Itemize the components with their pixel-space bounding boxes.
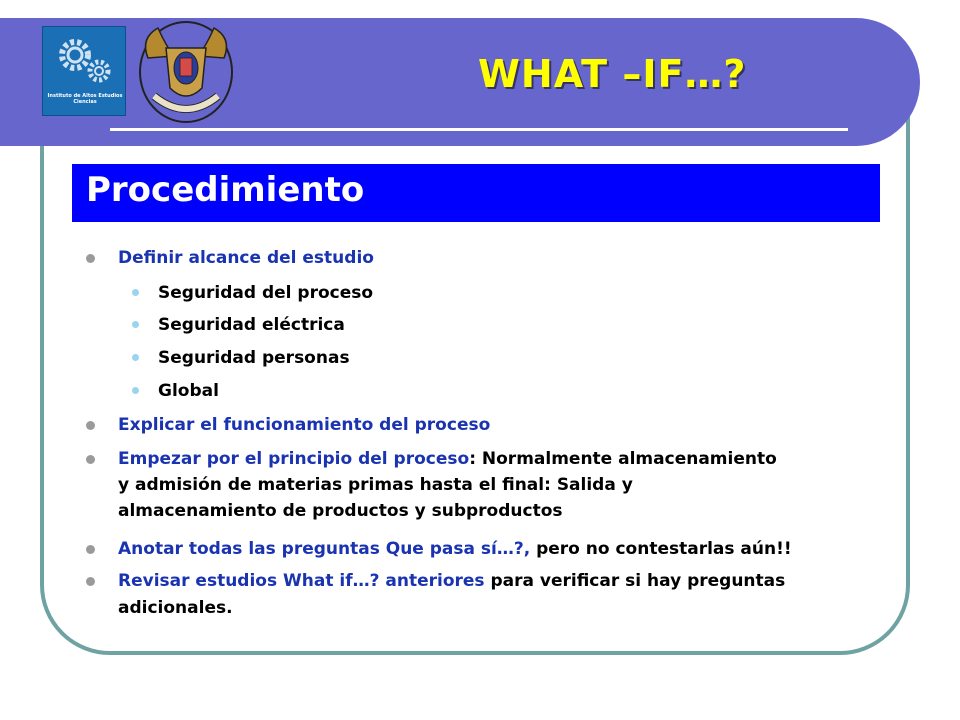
list-item: Explicar el funcionamiento del proceso [118, 415, 491, 435]
bullet-icon [86, 455, 95, 464]
sub-list-item: Seguridad del proceso [158, 283, 374, 303]
university-seal [136, 18, 236, 126]
list-item-emphasis: Empezar por el principio del proceso [118, 449, 470, 469]
gears-icon [53, 33, 117, 91]
sub-list-item: Seguridad personas [158, 348, 350, 368]
institute-logo-text: Instituto de Altos Estudios Ciencias [47, 93, 123, 105]
bullet-icon [86, 577, 95, 586]
slide-title: WHAT –IF…? [478, 52, 747, 96]
list-item: Definir alcance del estudio [118, 248, 374, 268]
sub-list-item: Global [158, 381, 219, 401]
list-item-emphasis: Anotar todas las preguntas Que pasa sí…?, [118, 539, 531, 559]
bullet-icon [86, 254, 95, 263]
list-item-continuation: adicionales. [118, 598, 233, 618]
list-item-multiline [118, 538, 792, 560]
bullet-icon [86, 421, 95, 430]
sub-bullet-icon [132, 354, 139, 361]
list-item-continuation: y admisión de materias primas hasta el final: Salida y [118, 475, 633, 495]
institute-logo [42, 26, 126, 116]
list-item-rest: pero no contestarlas aún!! [530, 539, 792, 559]
list-item-rest: para verificar si hay preguntas [484, 571, 786, 591]
list-item-emphasis: Revisar estudios What if…? anteriores [118, 571, 485, 591]
list-item-multiline [118, 570, 785, 592]
eagle-seal-icon [136, 18, 236, 126]
bullet-icon [86, 545, 95, 554]
list-item-continuation: almacenamiento de productos y subproductos [118, 501, 563, 521]
section-title: Procedimiento [86, 170, 365, 210]
sub-bullet-icon [132, 321, 139, 328]
sub-bullet-icon [132, 289, 139, 296]
header-divider [110, 128, 848, 131]
sub-list-item: Seguridad eléctrica [158, 315, 345, 335]
list-item-rest: : Normalmente almacenamiento [469, 449, 777, 469]
sub-bullet-icon [132, 387, 139, 394]
section-bar [72, 164, 880, 222]
list-item-multiline [118, 448, 777, 470]
